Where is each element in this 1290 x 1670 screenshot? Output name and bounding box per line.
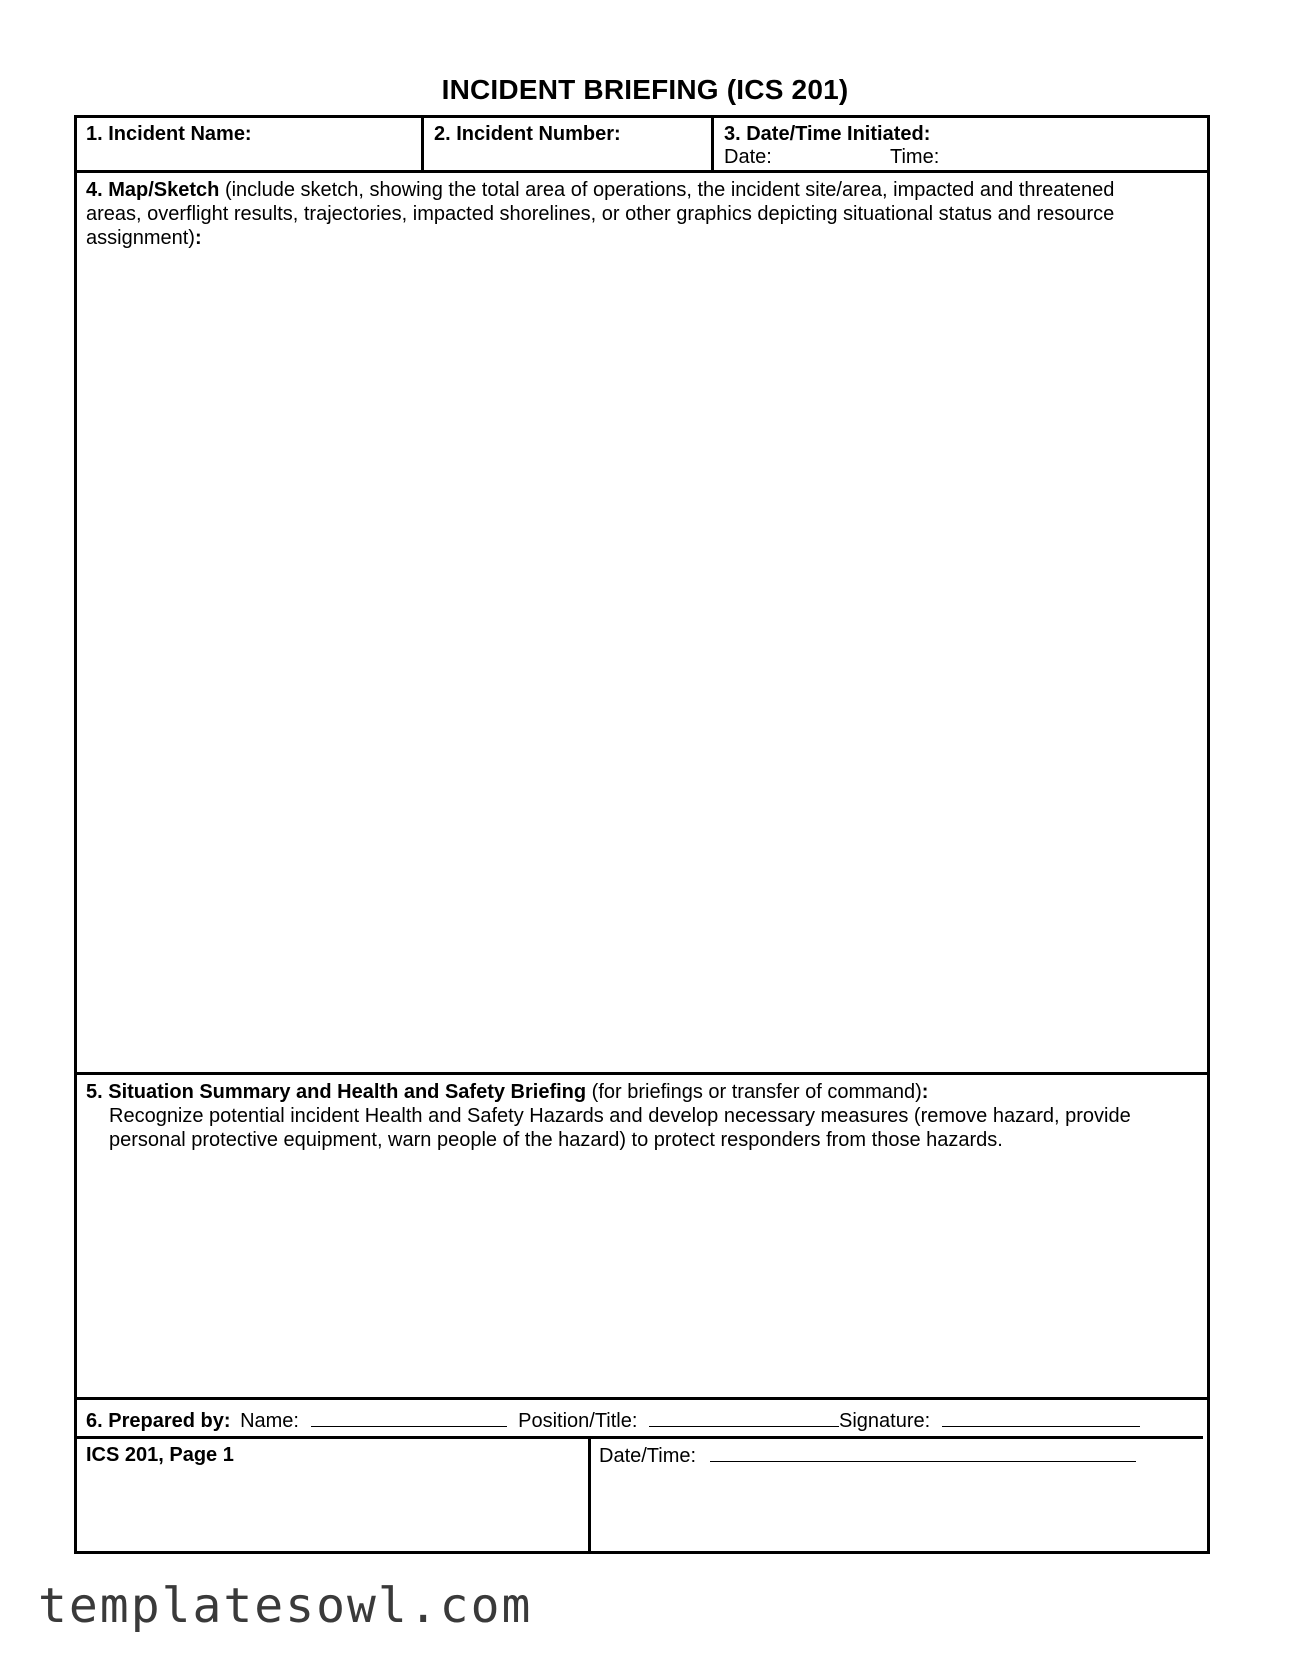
footer-datetime-label: Date/Time: — [599, 1445, 697, 1467]
map-sketch-colon: : — [194, 227, 202, 249]
divider — [711, 118, 714, 171]
signature-field[interactable] — [942, 1408, 1140, 1427]
map-sketch-instructions: (include sketch, showing the total area of operations, the incident site/area, impacted and threatened areas, overflight results, trajectories, impacted shorelines, or other graphics depicting situational status and resource assignment) — [86, 179, 1115, 249]
map-sketch-header — [86, 178, 1166, 250]
map-sketch-area[interactable] — [81, 250, 1206, 1070]
map-sketch-label: 4. Map/Sketch — [86, 179, 220, 201]
footer-datetime-row — [599, 1443, 1209, 1468]
situation-summary-label: 5. Situation Summary and Health and Safety Briefing — [86, 1081, 587, 1103]
divider — [77, 1072, 1207, 1075]
situation-summary-instructions: Recognize potential incident Health and Safety Hazards and develop necessary measures (remove hazard, provide personal protective equipment, warn people of the hazard) to protect responders from those hazards. — [109, 1105, 1131, 1151]
page-label: ICS 201, Page 1 — [86, 1444, 234, 1466]
situation-summary-colon: : — [921, 1081, 929, 1103]
position-title-field[interactable] — [649, 1408, 839, 1427]
form-title: INCIDENT BRIEFING (ICS 201) — [441, 74, 849, 105]
divider — [77, 1436, 1203, 1439]
divider — [421, 118, 424, 171]
position-title-label: Position/Title: — [518, 1410, 638, 1432]
footer-datetime-field[interactable] — [710, 1443, 1136, 1462]
prepared-by-label: 6. Prepared by: — [86, 1410, 231, 1432]
divider — [588, 1436, 591, 1554]
name-field[interactable] — [311, 1408, 507, 1427]
date-label: Date: — [724, 146, 772, 168]
situation-summary-area[interactable] — [81, 1158, 1206, 1393]
situation-summary-paren: (for briefings or transfer of command) — [591, 1081, 922, 1103]
time-label: Time: — [890, 146, 940, 168]
watermark-text: templatesowl.com — [38, 1578, 533, 1634]
name-label: Name: — [240, 1410, 299, 1432]
divider — [77, 1397, 1207, 1400]
situation-summary-instructions-wrap — [86, 1080, 1186, 1104]
ics-201-form — [74, 115, 1210, 1554]
divider — [77, 170, 1207, 173]
prepared-by-row — [86, 1408, 1206, 1433]
incident-name-label: 1. Incident Name: — [86, 123, 252, 145]
signature-label: Signature: — [838, 1410, 931, 1432]
datetime-initiated-label: 3. Date/Time Initiated: — [724, 123, 931, 145]
incident-number-label: 2. Incident Number: — [434, 123, 621, 145]
